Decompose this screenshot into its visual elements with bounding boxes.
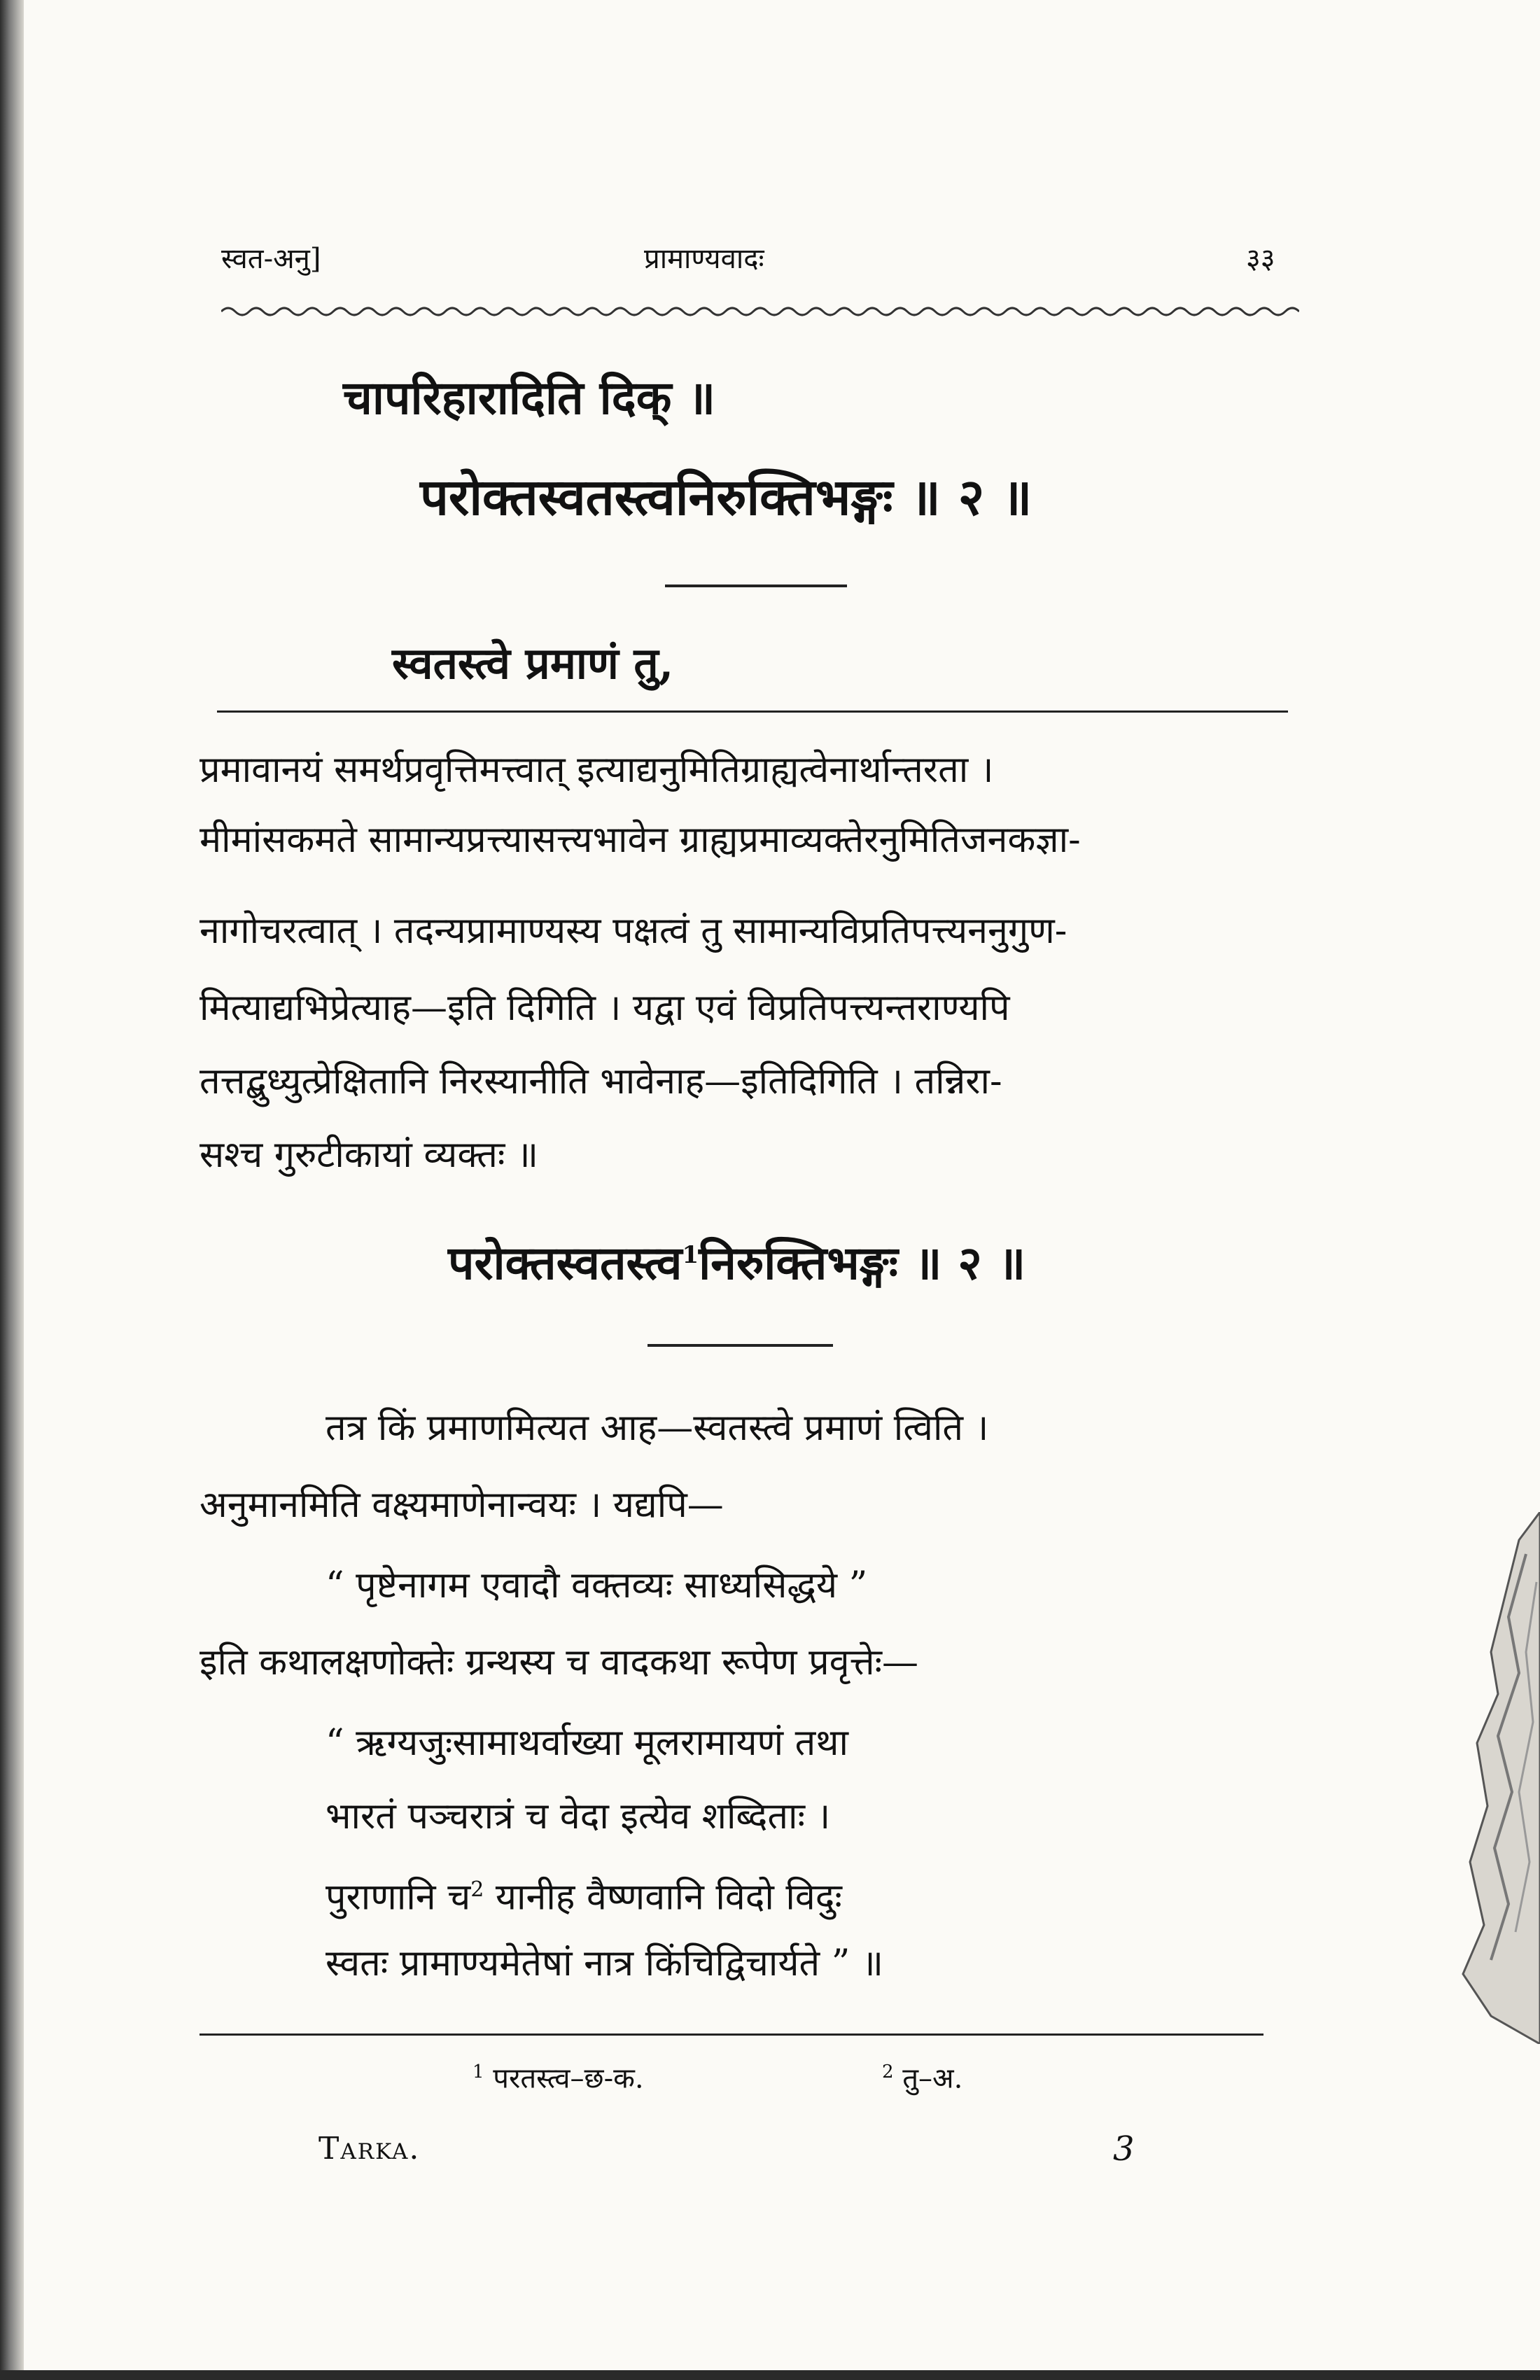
- commentary-line-4: मित्याद्यभिप्रेत्याह—इति दिगिति । यद्वा एवं विप्रतिपत्त्यन्तराण्यपि: [200, 987, 1010, 1029]
- mula-separator-rule: [217, 710, 1288, 713]
- page-binding-edge: [0, 0, 24, 2380]
- main-line-1: तत्र किं प्रमाणमित्यत आह—स्वतस्त्वे प्रमाणं त्विति ।: [326, 1407, 989, 1449]
- commentary-line-2: मीमांसकमते सामान्यप्रत्त्यासत्त्यभावेन ग्राह्यप्रमाव्यक्तेरनुमितिजनकज्ञा-: [200, 819, 1081, 861]
- verse-line-1: “ ऋग्यजुःसामाथर्वाख्या मूलरामायणं तथा: [326, 1722, 848, 1764]
- verse-line-2: भारतं पञ्चरात्रं च वेदा इत्येव शब्दिताः ।: [326, 1795, 831, 1837]
- mula-text-heading: स्वतस्त्वे प्रमाणं तु,: [392, 638, 674, 689]
- section-heading: परोक्तस्वतस्त्वनिरुक्तिभङ्गः ॥ २ ॥: [420, 467, 1032, 526]
- footnote-1: [472, 2051, 644, 2099]
- page-number-devanagari: ३३: [1246, 243, 1275, 275]
- page-number: 3: [1113, 2129, 1135, 2169]
- footnote-1-text: परतस्त्व–छ-क.: [484, 2062, 644, 2095]
- heading2-dash-rule: [648, 1344, 833, 1347]
- footnote-2-text: तु–अ.: [893, 2062, 963, 2095]
- footnote-separator-rule: [200, 2033, 1264, 2036]
- running-header-left: स्वत-अनु]: [221, 243, 321, 275]
- main-line-2: अनुमानमिति वक्ष्यमाणेनान्वयः । यद्यपि—: [200, 1484, 724, 1526]
- running-header-title: प्रामाण्यवादः: [644, 243, 764, 275]
- commentary-line-5: तत्तद्बुध्युत्प्रेक्षितानि निरस्यानीति भावेनाह—इतिदिगिति । तन्निरा-: [200, 1060, 1002, 1102]
- footnote-marker-2: 2: [470, 1877, 484, 1902]
- page-bottom-edge: [0, 2370, 1540, 2380]
- section-heading-repeat: [448, 1222, 1026, 1296]
- footnote-2: [882, 2051, 962, 2099]
- main-line-4: इति कथालक्षणोक्तेः ग्रन्थस्य च वादकथा रूपेण प्रवृत्तेः—: [200, 1642, 919, 1684]
- footnote-marker-1: 1: [682, 1241, 699, 1269]
- verse-line-3: [326, 1862, 842, 1925]
- verse-line-4: स्वतः प्रामाण्यमेतेषां नात्र किंचिद्विचार्यते ” ॥: [326, 1942, 883, 1984]
- footnote-1-mark: 1: [472, 2062, 484, 2082]
- footnote-2-mark: 2: [882, 2062, 894, 2082]
- commentary-line-3: नागोचरत्वात् । तदन्यप्रामाण्यस्य पक्षत्वं तु सामान्यविप्रतिपत्त्यननुगुण-: [200, 910, 1068, 952]
- torn-page-corner: [1421, 1512, 1540, 2044]
- quoted-verse-line: “ पृष्टेनागम एवादौ वक्तव्यः साध्यसिद्धये ”: [326, 1564, 868, 1606]
- continuation-line: चापरिहारादिति दिक् ॥: [343, 370, 715, 425]
- header-wavy-rule: [221, 301, 1299, 322]
- verse-line-3-post: यानीह वैष्णवानि विदो विदुः: [484, 1876, 842, 1919]
- heading-dash-rule: [665, 584, 847, 587]
- heading2-post: निरुक्तिभङ्गः ॥ २ ॥: [699, 1236, 1026, 1290]
- signature-mark: Tarka.: [318, 2131, 421, 2166]
- verse-line-3-pre: पुराणानि च: [326, 1876, 471, 1919]
- commentary-line-6: सश्च गुरुटीकायां व्यक्तः ॥: [200, 1134, 539, 1176]
- heading2-pre: परोक्तस्वतस्त्व: [448, 1236, 682, 1290]
- commentary-line-1: प्रमावानयं समर्थप्रवृत्तिमत्त्वात् इत्याद्यनुमितिग्राह्यत्वेनार्थान्तरता ।: [200, 749, 994, 791]
